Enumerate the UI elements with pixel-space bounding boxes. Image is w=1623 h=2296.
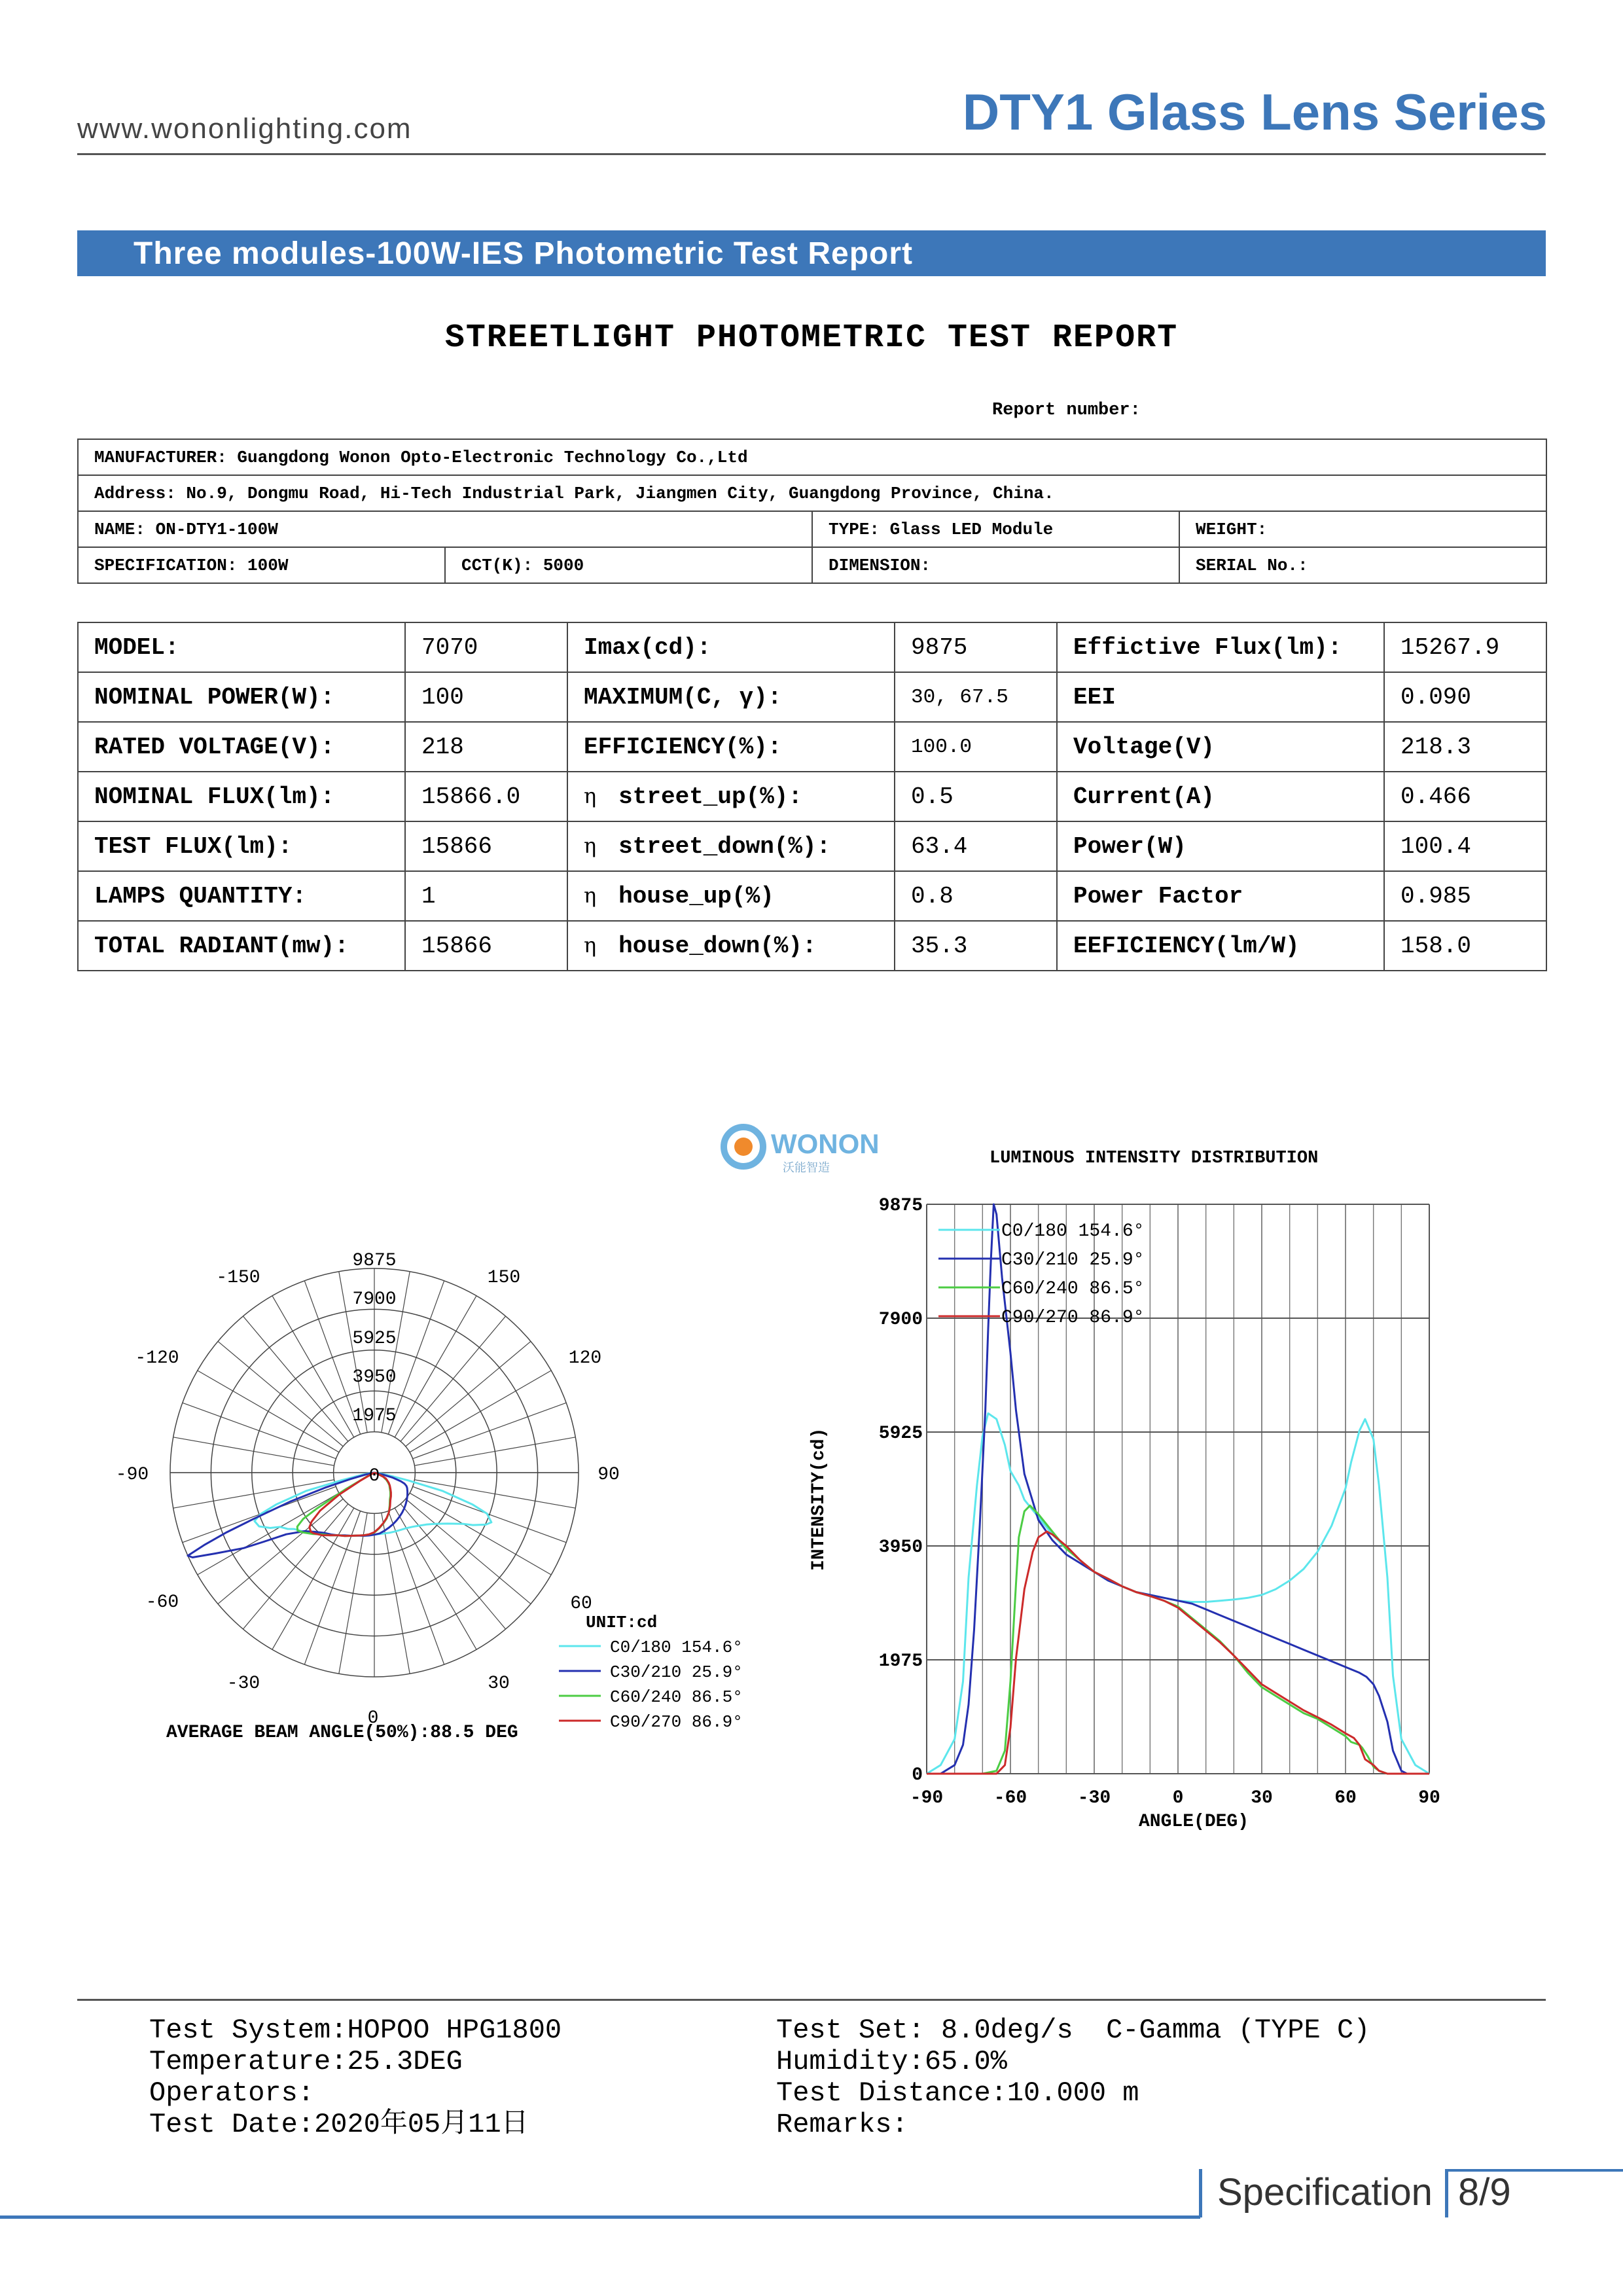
photometric-figure [77, 1008, 1546, 1911]
polar-spoke [401, 1316, 505, 1441]
spec-label: NOMINAL POWER(W): [78, 672, 405, 722]
table-row [78, 772, 1546, 821]
spec-value: 35.3 [895, 921, 1057, 971]
spec-label: Current(A) [1057, 772, 1384, 821]
spec-label-eta [567, 772, 895, 821]
y-tick-label: 1975 [878, 1651, 923, 1672]
polar-spoke [272, 1508, 354, 1649]
spec-label-text: house_down(%): [618, 932, 817, 960]
x-tick-label: 90 [1418, 1788, 1440, 1808]
cct-cell: CCT(K): 5000 [445, 547, 812, 583]
chart-title: LUMINOUS INTENSITY DISTRIBUTION [990, 1149, 1319, 1168]
spec-value: 100.0 [895, 722, 1057, 772]
y-tick-labels [879, 1196, 923, 1785]
test-distance: Test Distance:10.000 m [776, 2077, 1139, 2109]
report-number-label: Report number: [992, 401, 1141, 420]
spec-value: 0.466 [1384, 772, 1546, 821]
table-row [78, 871, 1546, 921]
spec-value: 158.0 [1384, 921, 1546, 971]
polar-radial-label: 5925 [352, 1329, 397, 1349]
polar-spoke [272, 1296, 354, 1437]
polar-spoke [243, 1316, 348, 1441]
polar-spoke [198, 1371, 339, 1452]
polar-angle-label: 60 [570, 1594, 592, 1614]
polar-radial-label: 9875 [352, 1251, 397, 1271]
spec-label: EEFICIENCY(lm/W) [1057, 921, 1384, 971]
polar-angle-label: -60 [145, 1592, 179, 1613]
polar-radial-label: 3950 [352, 1367, 397, 1388]
footer-spec-label: Specification [1217, 2171, 1433, 2214]
test-meta-right [776, 2015, 1370, 2140]
spec-label: TOTAL RADIANT(mw): [78, 921, 405, 971]
section-title: Three modules-100W-IES Photometric Test Report [134, 236, 914, 271]
spec-table [77, 622, 1547, 971]
specification-cell: SPECIFICATION: 100W [78, 547, 445, 583]
header-divider [77, 153, 1546, 155]
polar-angle-label: -150 [216, 1268, 260, 1288]
spec-label-text: street_down(%): [618, 833, 831, 860]
logo-brand: WONON [771, 1128, 880, 1159]
spec-label: MAXIMUM(C, γ): [567, 672, 895, 722]
bottom-rule [0, 2215, 1200, 2219]
legend-label: C60/240 86.5° [1001, 1279, 1145, 1299]
polar-spoke [218, 1341, 343, 1446]
table-row [78, 921, 1546, 971]
spec-label-text: house_up(%) [618, 882, 774, 910]
dimension-cell: DIMENSION: [812, 547, 1179, 583]
legend-label: C90/270 86.9° [1001, 1308, 1145, 1328]
serial-cell: SERIAL No.: [1179, 547, 1546, 583]
table-row [78, 672, 1546, 722]
spec-label: TEST FLUX(lm): [78, 821, 405, 871]
site-url[interactable]: www.wononlighting.com [77, 113, 412, 145]
legend-label: C30/210 25.9° [610, 1662, 743, 1682]
spec-value: 30, 67.5 [895, 672, 1057, 722]
spec-value: 1 [405, 871, 567, 921]
name-cell: NAME: ON-DTY1-100W [78, 511, 812, 547]
logo-subtitle: 沃能智造 [783, 1161, 830, 1175]
eta-symbol: η [584, 833, 597, 858]
spec-label: EEI [1057, 672, 1384, 722]
polar-angle-label: 90 [597, 1465, 620, 1485]
polar-radial-label: 0 [368, 1466, 380, 1486]
eta-symbol: η [584, 882, 597, 908]
polar-spoke [173, 1437, 334, 1465]
polar-spoke [339, 1513, 367, 1674]
polar-spoke [414, 1437, 575, 1465]
y-tick-label: 9875 [878, 1196, 923, 1216]
spec-label: Power Factor [1057, 871, 1384, 921]
address-cell: Address: No.9, Dongmu Road, Hi-Tech Industrial Park, Jiangmen City, Guangdong Province, China. [78, 475, 1546, 511]
cartesian-legend [938, 1221, 1144, 1328]
spec-value: 15866 [405, 921, 567, 971]
polar-spoke [413, 1403, 567, 1458]
polar-angle-label: -90 [115, 1465, 149, 1485]
report-heading: STREETLIGHT PHOTOMETRIC TEST REPORT [444, 319, 1179, 357]
spec-value: 15866 [405, 821, 567, 871]
spec-label-text: street_up(%): [618, 783, 803, 810]
polar-angle-label: 120 [568, 1348, 602, 1369]
spec-label: RATED VOLTAGE(V): [78, 722, 405, 772]
manufacturer-info-table [77, 439, 1547, 584]
type-cell: TYPE: Glass LED Module [812, 511, 1179, 547]
spec-label: Voltage(V) [1057, 722, 1384, 772]
polar-angle-label: 150 [487, 1268, 521, 1288]
page-number-bar [1445, 2169, 1448, 2217]
spec-value: 0.5 [895, 772, 1057, 821]
test-system: Test System:HOPOO HPG1800 [149, 2015, 562, 2046]
spec-value: 15866.0 [405, 772, 567, 821]
spec-label: MODEL: [78, 622, 405, 672]
polar-spoke [410, 1493, 551, 1575]
spec-label-eta [567, 821, 895, 871]
test-set: Test Set: 8.0deg/s C-Gamma (TYPE C) [776, 2015, 1370, 2046]
table-row [78, 622, 1546, 672]
spec-label-eta [567, 871, 895, 921]
y-axis-label: INTENSITY(cd) [809, 1427, 829, 1571]
spec-value: 7070 [405, 622, 567, 672]
y-tick-label: 5925 [878, 1424, 923, 1444]
polar-angle-label: -120 [135, 1348, 179, 1369]
y-tick-label: 0 [912, 1765, 923, 1785]
polar-spoke [382, 1513, 410, 1674]
x-tick-label: 60 [1334, 1788, 1357, 1808]
polar-spoke [414, 1480, 575, 1508]
polar-spoke [406, 1499, 531, 1604]
x-tick-labels [910, 1788, 1440, 1808]
polar-radial-label: 7900 [352, 1289, 397, 1310]
average-beam-angle: AVERAGE BEAM ANGLE(50%):88.5 DEG [166, 1723, 518, 1743]
spec-value: 218.3 [1384, 722, 1546, 772]
polar-spoke [218, 1499, 343, 1604]
operators: Operators: [149, 2077, 315, 2109]
legend-label: C60/240 86.5° [610, 1687, 743, 1707]
spec-label: Effictive Flux(lm): [1057, 622, 1384, 672]
legend-label: C0/180 154.6° [1001, 1221, 1145, 1242]
eta-symbol: η [584, 932, 597, 958]
x-tick-label: -30 [1077, 1788, 1111, 1808]
spec-value: 0.090 [1384, 672, 1546, 722]
spec-value: 100.4 [1384, 821, 1546, 871]
eta-symbol: η [584, 783, 597, 808]
wonon-logo [724, 1127, 880, 1175]
polar-spoke [406, 1341, 531, 1446]
series-title: DTY1 Glass Lens Series [962, 83, 1547, 141]
polar-legend [559, 1638, 743, 1732]
polar-spoke [410, 1371, 551, 1452]
polar-spoke [395, 1508, 476, 1649]
legend-label: C90/270 86.9° [610, 1712, 743, 1732]
x-tick-label: -90 [910, 1788, 944, 1808]
humidity: Humidity:65.0% [776, 2046, 1007, 2077]
spec-value: 15267.9 [1384, 622, 1546, 672]
polar-angle-label: 30 [488, 1674, 510, 1694]
test-date: Test Date:2020年05月11日 [149, 2109, 529, 2140]
spec-label: NOMINAL FLUX(lm): [78, 772, 405, 821]
polar-angle-label: 0 [367, 1708, 379, 1729]
legend-label: C0/180 154.6° [610, 1638, 743, 1657]
test-meta-left [149, 2015, 562, 2140]
spec-label-eta [567, 921, 895, 971]
table-row [78, 722, 1546, 772]
weight-cell: WEIGHT: [1179, 511, 1546, 547]
spec-label: Imax(cd): [567, 622, 895, 672]
remarks: Remarks: [776, 2109, 908, 2140]
legend-label: C30/210 25.9° [1001, 1250, 1145, 1270]
spec-value: 63.4 [895, 821, 1057, 871]
x-tick-label: 0 [1172, 1788, 1184, 1808]
spec-label: Power(W) [1057, 821, 1384, 871]
polar-radial-label: 1975 [352, 1406, 397, 1426]
x-axis-label: ANGLE(DEG) [1139, 1812, 1249, 1832]
spec-label-bar [1199, 2169, 1202, 2217]
spec-label: EFFICIENCY(%): [567, 722, 895, 772]
x-tick-label: 30 [1251, 1788, 1273, 1808]
spec-value: 218 [405, 722, 567, 772]
page-number: 8/9 [1458, 2171, 1511, 2214]
polar-unit: UNIT:cd [586, 1613, 658, 1632]
polar-spoke [183, 1403, 336, 1458]
section-banner [77, 230, 1546, 276]
polar-spoke [388, 1281, 444, 1435]
y-tick-label: 3950 [878, 1537, 923, 1558]
spec-value: 100 [405, 672, 567, 722]
footer-divider [77, 1999, 1546, 2001]
y-tick-label: 7900 [878, 1310, 923, 1330]
manufacturer-cell: MANUFACTURER: Guangdong Wonon Opto-Electronic Technology Co.,Ltd [78, 439, 1546, 475]
spec-value: 0.8 [895, 871, 1057, 921]
polar-spoke [395, 1296, 476, 1437]
polar-spoke [243, 1504, 348, 1629]
table-row [78, 821, 1546, 871]
temperature: Temperature:25.3DEG [149, 2046, 463, 2077]
spec-value: 9875 [895, 622, 1057, 672]
x-tick-label: -60 [993, 1788, 1027, 1808]
spec-label: LAMPS QUANTITY: [78, 871, 405, 921]
polar-angle-label: -30 [226, 1674, 260, 1694]
spec-value: 0.985 [1384, 871, 1546, 921]
polar-spoke [413, 1486, 567, 1542]
polar-spoke [388, 1511, 444, 1665]
